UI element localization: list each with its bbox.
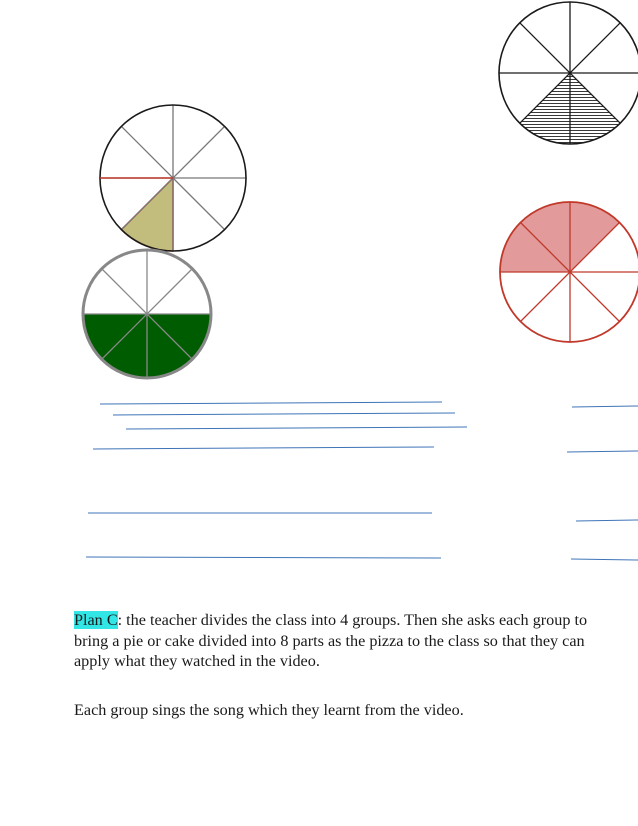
writing-line — [571, 559, 638, 560]
circle-red — [500, 202, 638, 342]
shaded-slice — [121, 178, 173, 251]
shaded-slice — [570, 202, 619, 272]
shaded-slice — [570, 73, 620, 144]
shaded-slice — [520, 73, 570, 144]
writing-line — [86, 557, 441, 558]
writing-line — [567, 451, 638, 452]
plan-c-paragraph — [74, 610, 594, 672]
writing-line — [113, 413, 455, 415]
plan-c-highlight: Plan C — [74, 611, 118, 629]
song-paragraph: Each group sings the song which they learnt from the video. — [74, 701, 464, 719]
writing-line — [126, 427, 467, 429]
circle-top-right — [499, 2, 638, 144]
plan-c-text: : the teacher divides the class into 4 groups. Then she asks each group to bring a pie or cake divided into 8 parts as the pizza to the class so that they can apply what they watched in the video. — [74, 611, 588, 670]
circle-green — [83, 250, 211, 378]
writing-line — [572, 406, 638, 407]
writing-line — [93, 447, 434, 449]
writing-line — [576, 520, 638, 521]
writing-line — [100, 402, 442, 404]
